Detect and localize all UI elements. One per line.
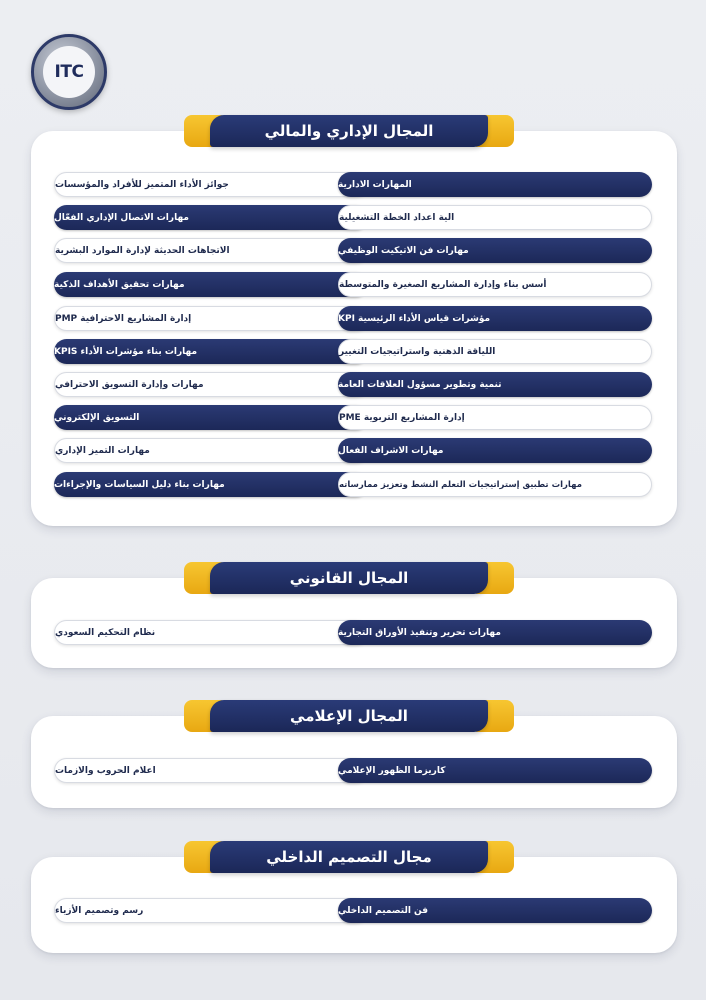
course-item[interactable] <box>338 898 652 923</box>
course-label: مهارات الاشراف الفعال <box>338 445 444 456</box>
course-item[interactable] <box>338 238 652 263</box>
section-banner-admin-finance <box>210 115 488 147</box>
course-label: مهارات تحقيق الأهداف الذكية <box>54 279 185 290</box>
course-label: إدارة المشاريع التربوية PME <box>339 412 465 423</box>
logo-badge <box>43 46 95 98</box>
banner-bar <box>210 700 488 732</box>
course-label: مهارات بناء مؤشرات الأداء KPIS <box>54 346 198 357</box>
course-item[interactable] <box>54 339 368 364</box>
course-label: المهارات الادارية <box>338 179 412 190</box>
course-item[interactable] <box>338 172 652 197</box>
course-label: أسس بناء وإدارة المشاريع الصغيرة والمتوسطة <box>339 279 547 290</box>
course-item[interactable] <box>338 472 652 497</box>
course-label: إدارة المشاريع الاحترافية PMP <box>55 313 192 324</box>
itc-logo <box>31 34 107 110</box>
course-label: الاتجاهات الحديثة لإدارة الموارد البشرية <box>55 245 230 256</box>
course-item[interactable] <box>54 405 368 430</box>
course-label: رسم وتصميم الأزياء <box>55 905 144 916</box>
course-item[interactable] <box>54 898 368 923</box>
banner-bar <box>210 562 488 594</box>
course-item[interactable] <box>54 620 368 645</box>
course-item[interactable] <box>54 472 368 497</box>
course-label: مؤشرات قياس الأداء الرئيسية KPI <box>338 313 491 324</box>
course-label: مهارات تطبيق إستراتيجيات التعلم النشط وتعزيز ممارساته <box>339 479 582 490</box>
course-label: مهارات تحرير وتنفيذ الأوراق التجارية <box>338 627 501 638</box>
course-label: مهارات الاتصال الإداري الفعّال <box>54 212 189 223</box>
logo-text: ITC <box>54 62 84 82</box>
course-label: اعلام الحروب والازمات <box>55 765 156 776</box>
course-item[interactable] <box>338 272 652 297</box>
course-label: تنمية وتطوير مسؤول العلاقات العامة <box>338 379 502 390</box>
course-item[interactable] <box>338 339 652 364</box>
course-label: جوائز الأداء المتميز للأفراد والمؤسسات <box>55 179 229 190</box>
course-item[interactable] <box>338 438 652 463</box>
course-item[interactable] <box>338 758 652 783</box>
course-label: نظام التحكيم السعودي <box>55 627 156 638</box>
section-title: المجال القانوني <box>289 569 409 587</box>
course-item[interactable] <box>338 372 652 397</box>
course-item[interactable] <box>54 205 368 230</box>
course-item[interactable] <box>54 372 368 397</box>
banner-bar <box>210 115 488 147</box>
course-label: مهارات فن الاتيكيت الوظيفي <box>338 245 469 256</box>
section-banner-legal <box>210 562 488 594</box>
course-item[interactable] <box>338 306 652 331</box>
course-label: فن التصميم الداخلي <box>338 905 429 916</box>
course-item[interactable] <box>54 238 368 263</box>
course-label: كاريزما الظهور الإعلامي <box>338 765 446 776</box>
banner-bar <box>210 841 488 873</box>
course-label: مهارات بناء دليل السياسات والإجراءات <box>54 479 225 490</box>
section-banner-interior-design <box>210 841 488 873</box>
course-label: مهارات وإدارة التسويق الاحترافي <box>55 379 204 390</box>
course-label: الية اعداد الخطة التشغيلية <box>339 212 455 223</box>
course-item[interactable] <box>338 405 652 430</box>
course-label: التسويق الإلكتروني <box>54 412 140 423</box>
course-item[interactable] <box>54 438 368 463</box>
course-item[interactable] <box>54 306 368 331</box>
course-label: مهارات التميز الإداري <box>55 445 150 456</box>
course-item[interactable] <box>54 272 368 297</box>
section-title: المجال الإعلامي <box>290 707 408 725</box>
course-item[interactable] <box>338 205 652 230</box>
section-title: مجال التصميم الداخلي <box>266 848 432 866</box>
course-label: اللياقة الذهنية واستراتيجيات التغيير <box>339 346 496 357</box>
course-item[interactable] <box>338 620 652 645</box>
section-banner-media <box>210 700 488 732</box>
section-title: المجال الإداري والمالي <box>264 122 434 140</box>
course-item[interactable] <box>54 172 368 197</box>
course-item[interactable] <box>54 758 368 783</box>
